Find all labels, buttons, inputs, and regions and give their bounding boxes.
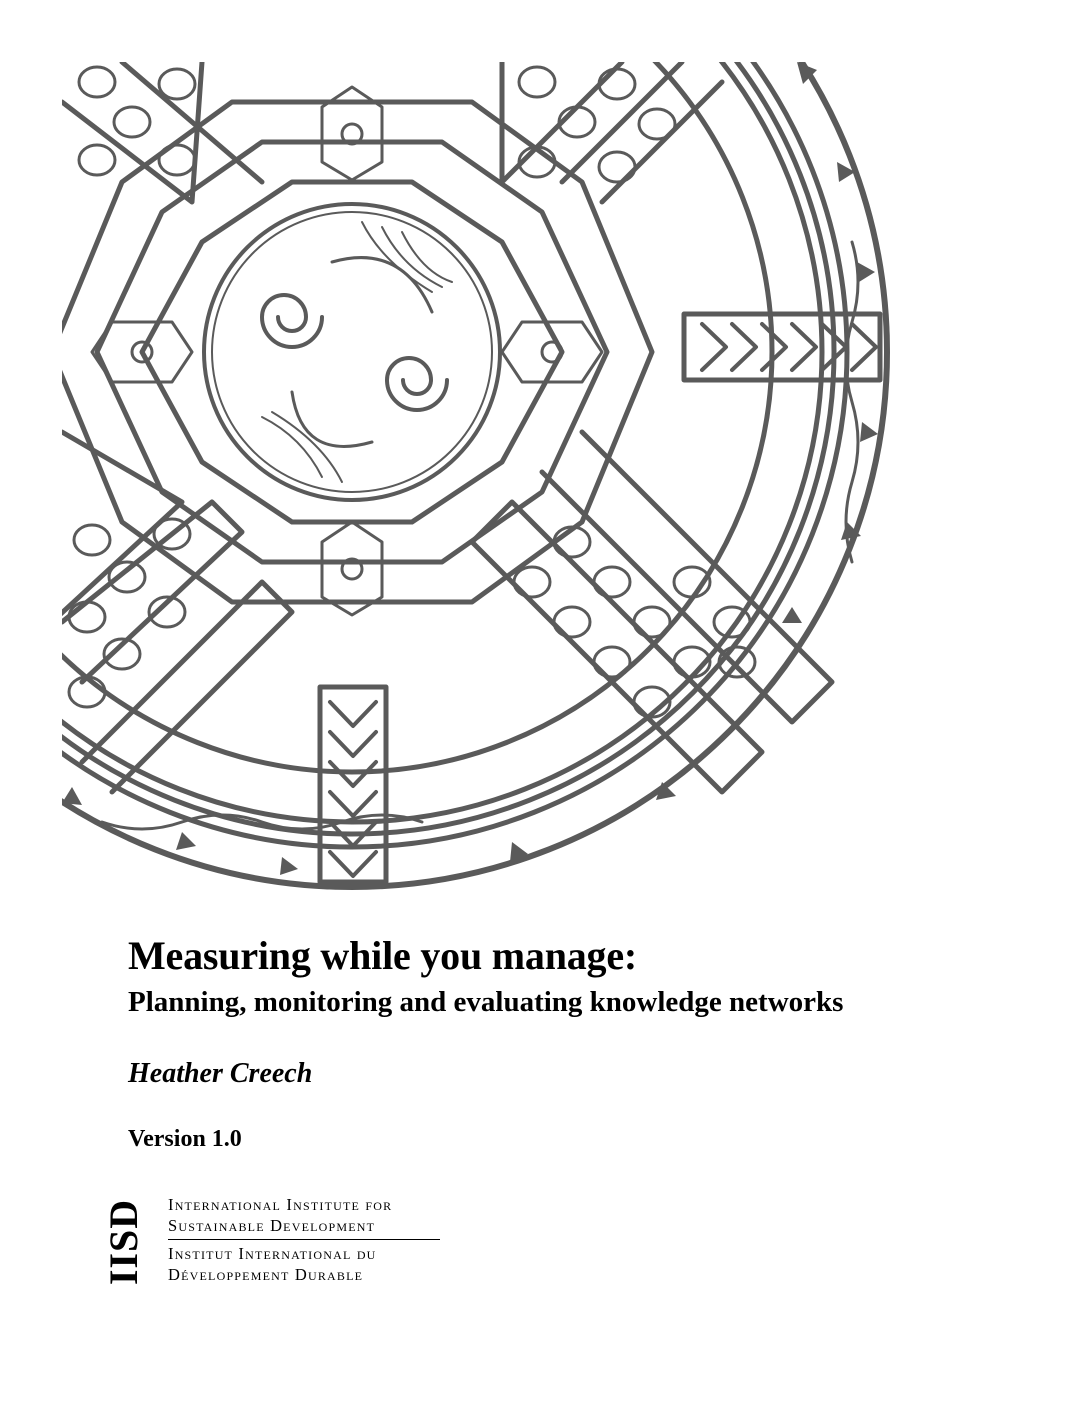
logo-french-line-2: Développement Durable — [168, 1265, 364, 1284]
logo-acronym: IISD — [101, 1198, 146, 1286]
document-version: Version 1.0 — [128, 1126, 242, 1152]
document-title: Measuring while you manage: — [128, 933, 638, 978]
iisd-logo — [100, 1190, 460, 1294]
logo-text-block — [168, 1194, 460, 1285]
document-author: Heather Creech — [128, 1058, 313, 1089]
logo-divider — [168, 1239, 440, 1240]
logo-french-line-1: Institut International du — [168, 1244, 377, 1263]
logo-english-line-2: Sustainable Development — [168, 1216, 376, 1235]
logo-english-line-1: International Institute for — [168, 1195, 393, 1214]
document-subtitle: Planning, monitoring and evaluating knowledge networks — [128, 986, 844, 1018]
cover-mandala-illustration — [62, 62, 890, 894]
